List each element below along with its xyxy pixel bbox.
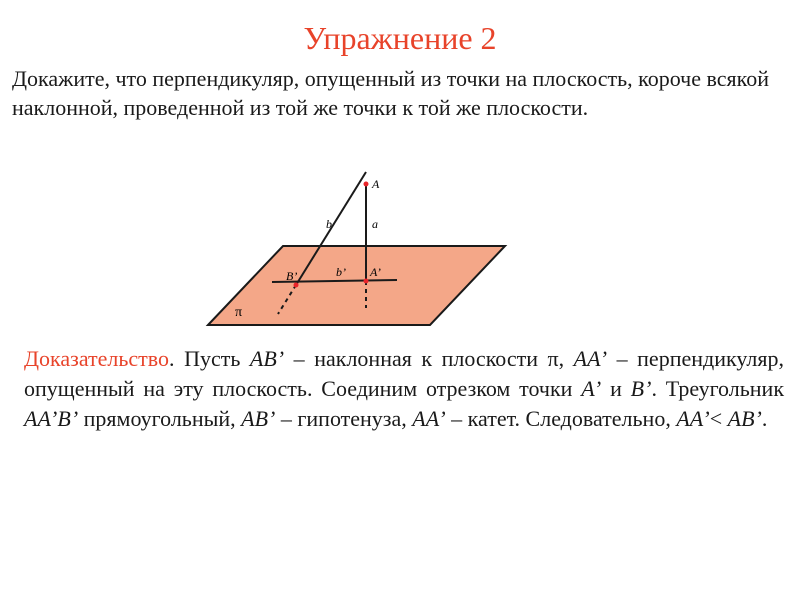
point-b-prime-ref: B’ <box>630 376 652 401</box>
proof-text-2: – наклонная к плоскости π, <box>284 346 574 371</box>
segment-aa-1: AA’ <box>573 346 608 371</box>
point-B-prime <box>294 283 299 288</box>
label-A-prime: A’ <box>370 265 381 279</box>
figure-svg <box>200 168 510 334</box>
proof-text-3: – перпендикуляр, опущенный на эту плоскость. Соединим отрезком точки <box>24 346 784 401</box>
segment-ab-3: AB’ <box>727 406 762 431</box>
proof-text-1: . Пусть <box>169 346 250 371</box>
proof-text-8: – катет. Следовательно, <box>445 406 677 431</box>
proof-text-9: < <box>709 406 728 431</box>
slide-title: Упражнение 2 <box>303 20 497 56</box>
proof-paragraph <box>24 344 784 434</box>
proof-text-10: . <box>761 406 768 431</box>
label-B-prime: B’ <box>286 269 298 283</box>
segment-aa-3: AA’ <box>676 406 710 431</box>
segment-ab-1: AB’ <box>249 346 285 371</box>
label-b-prime: b’ <box>336 265 346 279</box>
point-a-prime-ref: A’ <box>581 376 602 401</box>
label-pi: π <box>235 305 243 320</box>
label-a: a <box>372 217 378 231</box>
plane-pi <box>208 246 505 325</box>
proof-text-4: и <box>610 376 631 401</box>
point-A <box>364 182 369 187</box>
label-A: A <box>372 177 380 191</box>
segment-aa-2: AA’ <box>412 406 446 431</box>
proof-label: Доказательство <box>24 346 170 371</box>
point-A-prime <box>364 279 369 284</box>
geometry-figure <box>200 168 510 334</box>
label-b: b <box>326 217 332 231</box>
proof-text-7: – гипотенуза, <box>275 406 413 431</box>
triangle-ref: AA’B’ <box>24 406 79 431</box>
problem-statement: Докажите, что перпендикуляр, опущенный из точки на плоскость, короче всякой наклонной, проведенной из той же точки к той же плоскости. <box>12 66 769 120</box>
segment-ab-2: AB’ <box>241 406 276 431</box>
proof-text-5: . Треугольник <box>651 376 785 401</box>
proof-text-6: прямоугольный, <box>78 406 242 431</box>
